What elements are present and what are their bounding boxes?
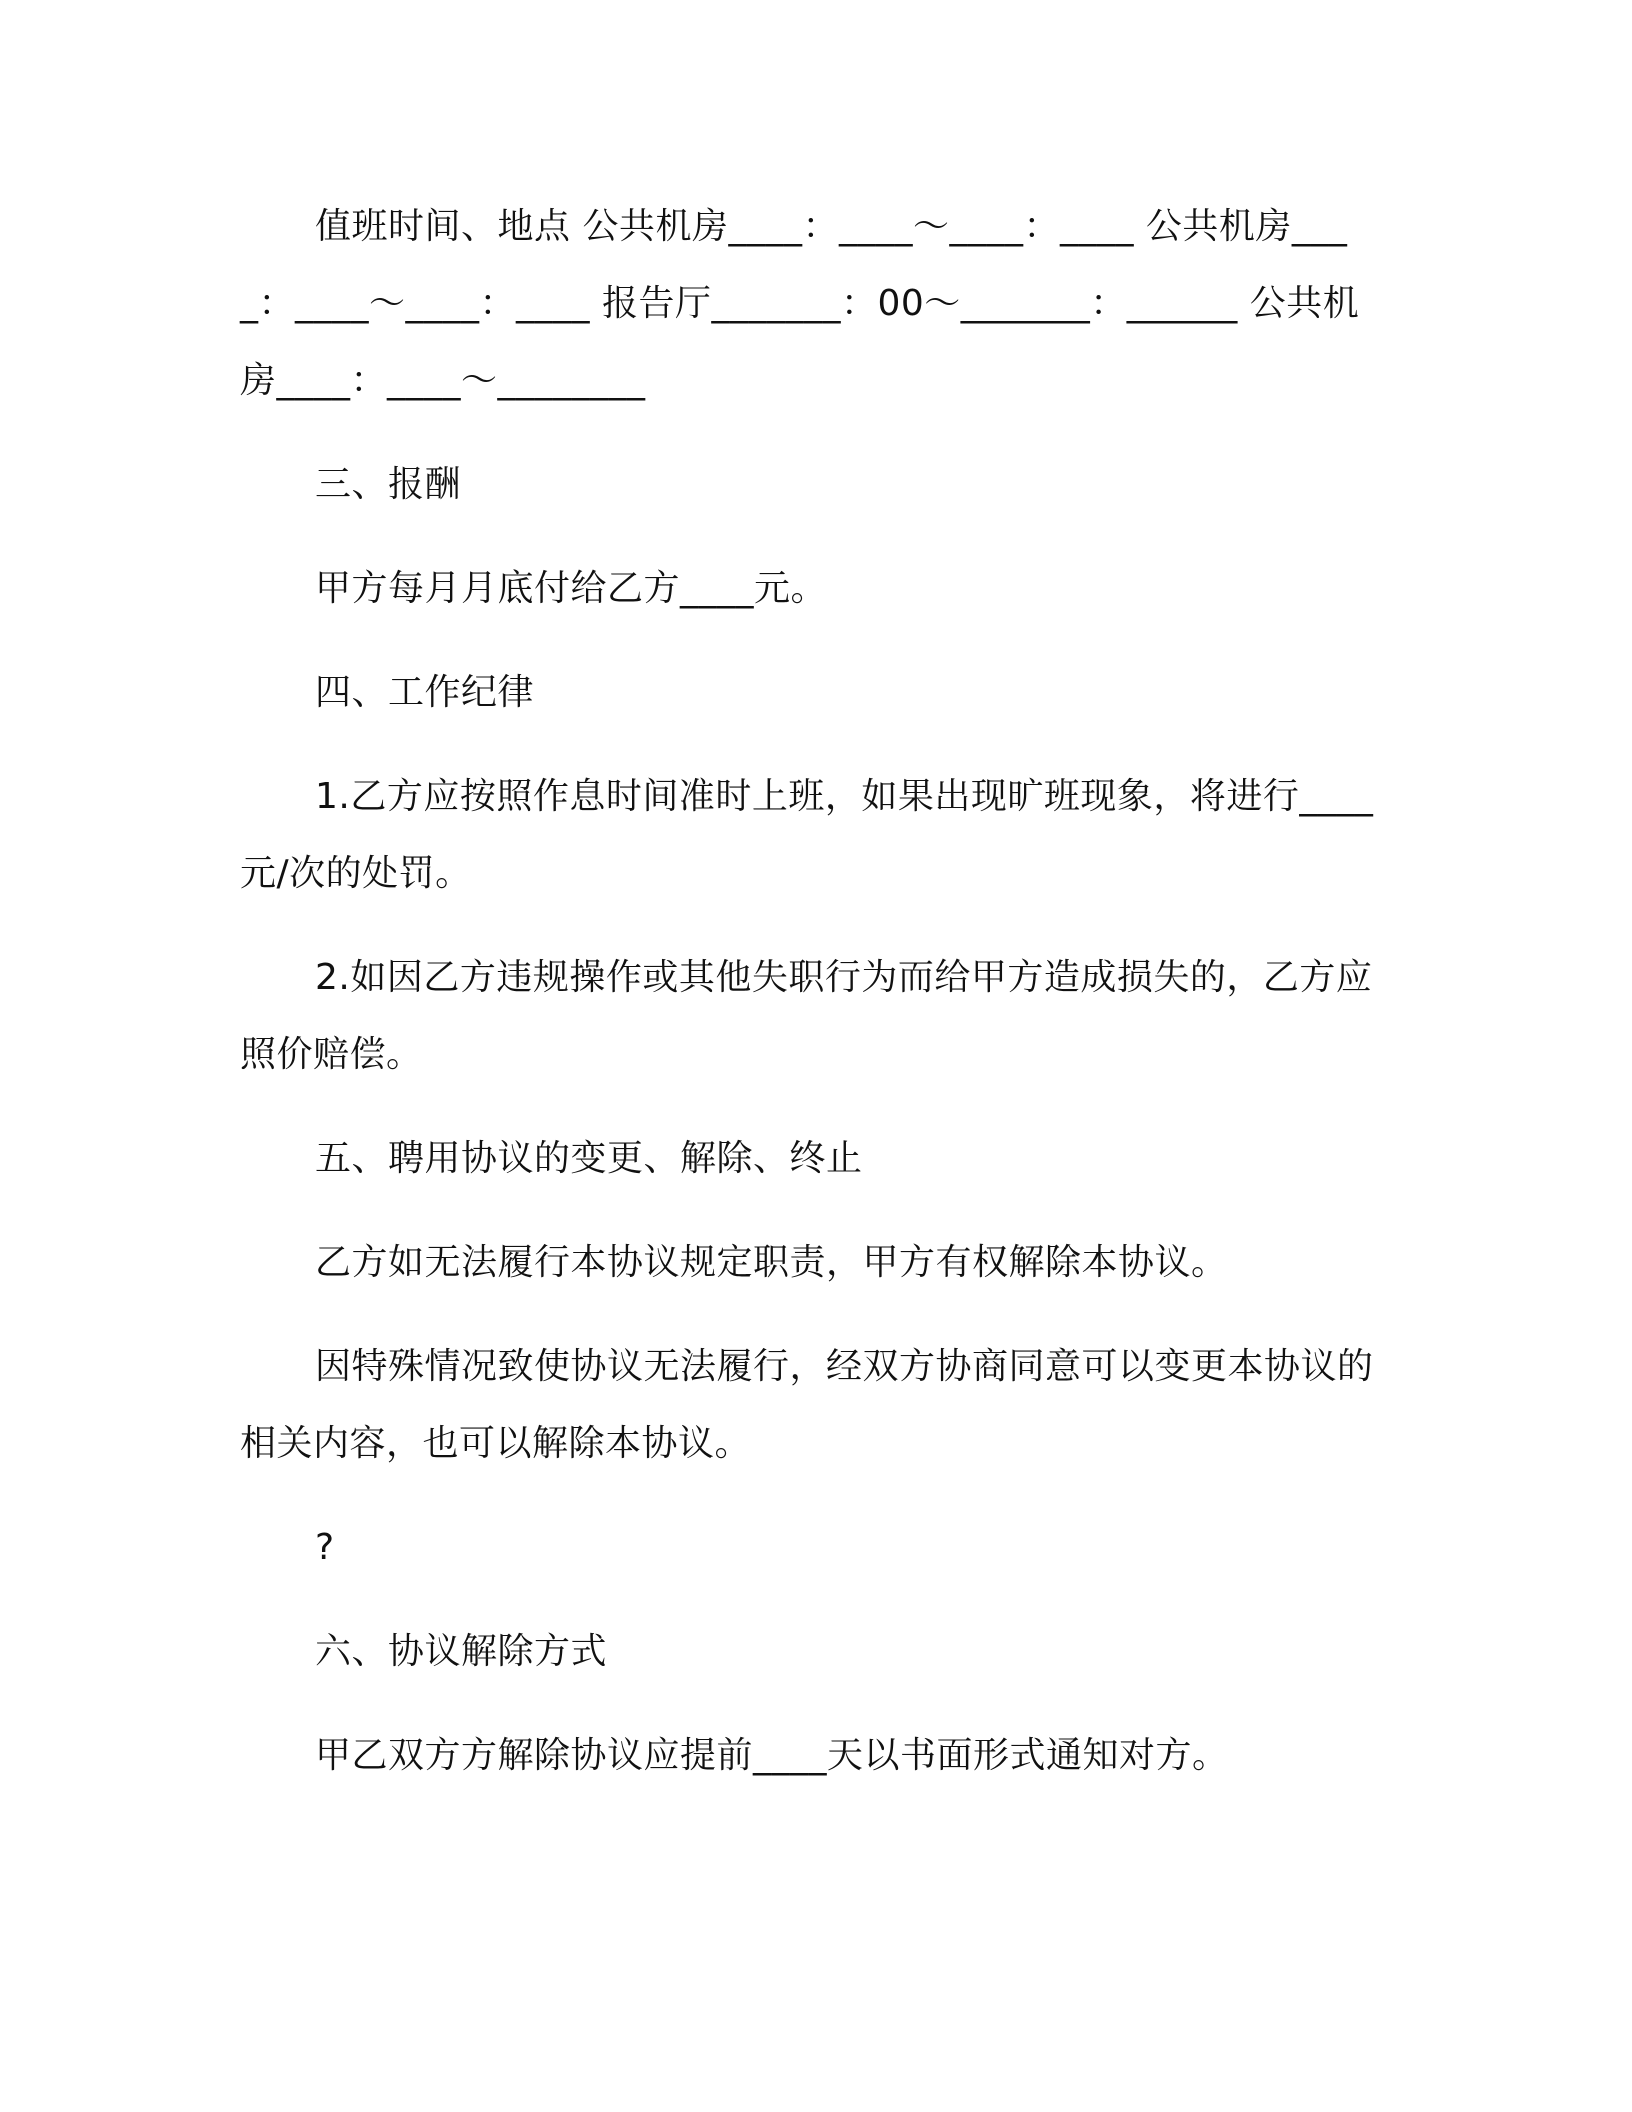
section-heading-termination-method: 六、协议解除方式 [315,1631,608,1672]
section-heading-remuneration: 三、报酬 [315,464,462,505]
paragraph-question-mark: ? [315,1527,335,1568]
paragraph-discipline-item-1: 1.乙方应按照作息时间准时上班，如果出现旷班现象，将进行____元/次的处罚。 [240,776,1374,894]
paragraph-discipline-item-2: 2.如因乙方违规操作或其他失职行为而给甲方造成损失的，乙方应照价赔偿。 [240,957,1373,1075]
paragraph-remuneration: 甲方每月月底付给乙方____元。 [315,568,828,609]
paragraph-duty-time-location: 值班时间、地点 公共机房____：____～____：____ 公共机房____：____～____：____ 报告厅_______：00～_______：______ 公共机房____：____～________ [240,206,1360,401]
paragraph-termination-notice: 甲乙双方方解除协议应提前____天以书面形式通知对方。 [315,1735,1229,1776]
section-heading-work-discipline: 四、工作纪律 [315,672,535,713]
document-body [240,188,1380,1794]
paragraph-agreement-termination-right: 乙方如无法履行本协议规定职责，甲方有权解除本协议。 [315,1242,1228,1283]
paragraph-agreement-special-circumstances: 因特殊情况致使协议无法履行，经双方协商同意可以变更本协议的相关内容，也可以解除本协议。 [240,1346,1374,1464]
section-heading-agreement-change: 五、聘用协议的变更、解除、终止 [315,1138,863,1179]
